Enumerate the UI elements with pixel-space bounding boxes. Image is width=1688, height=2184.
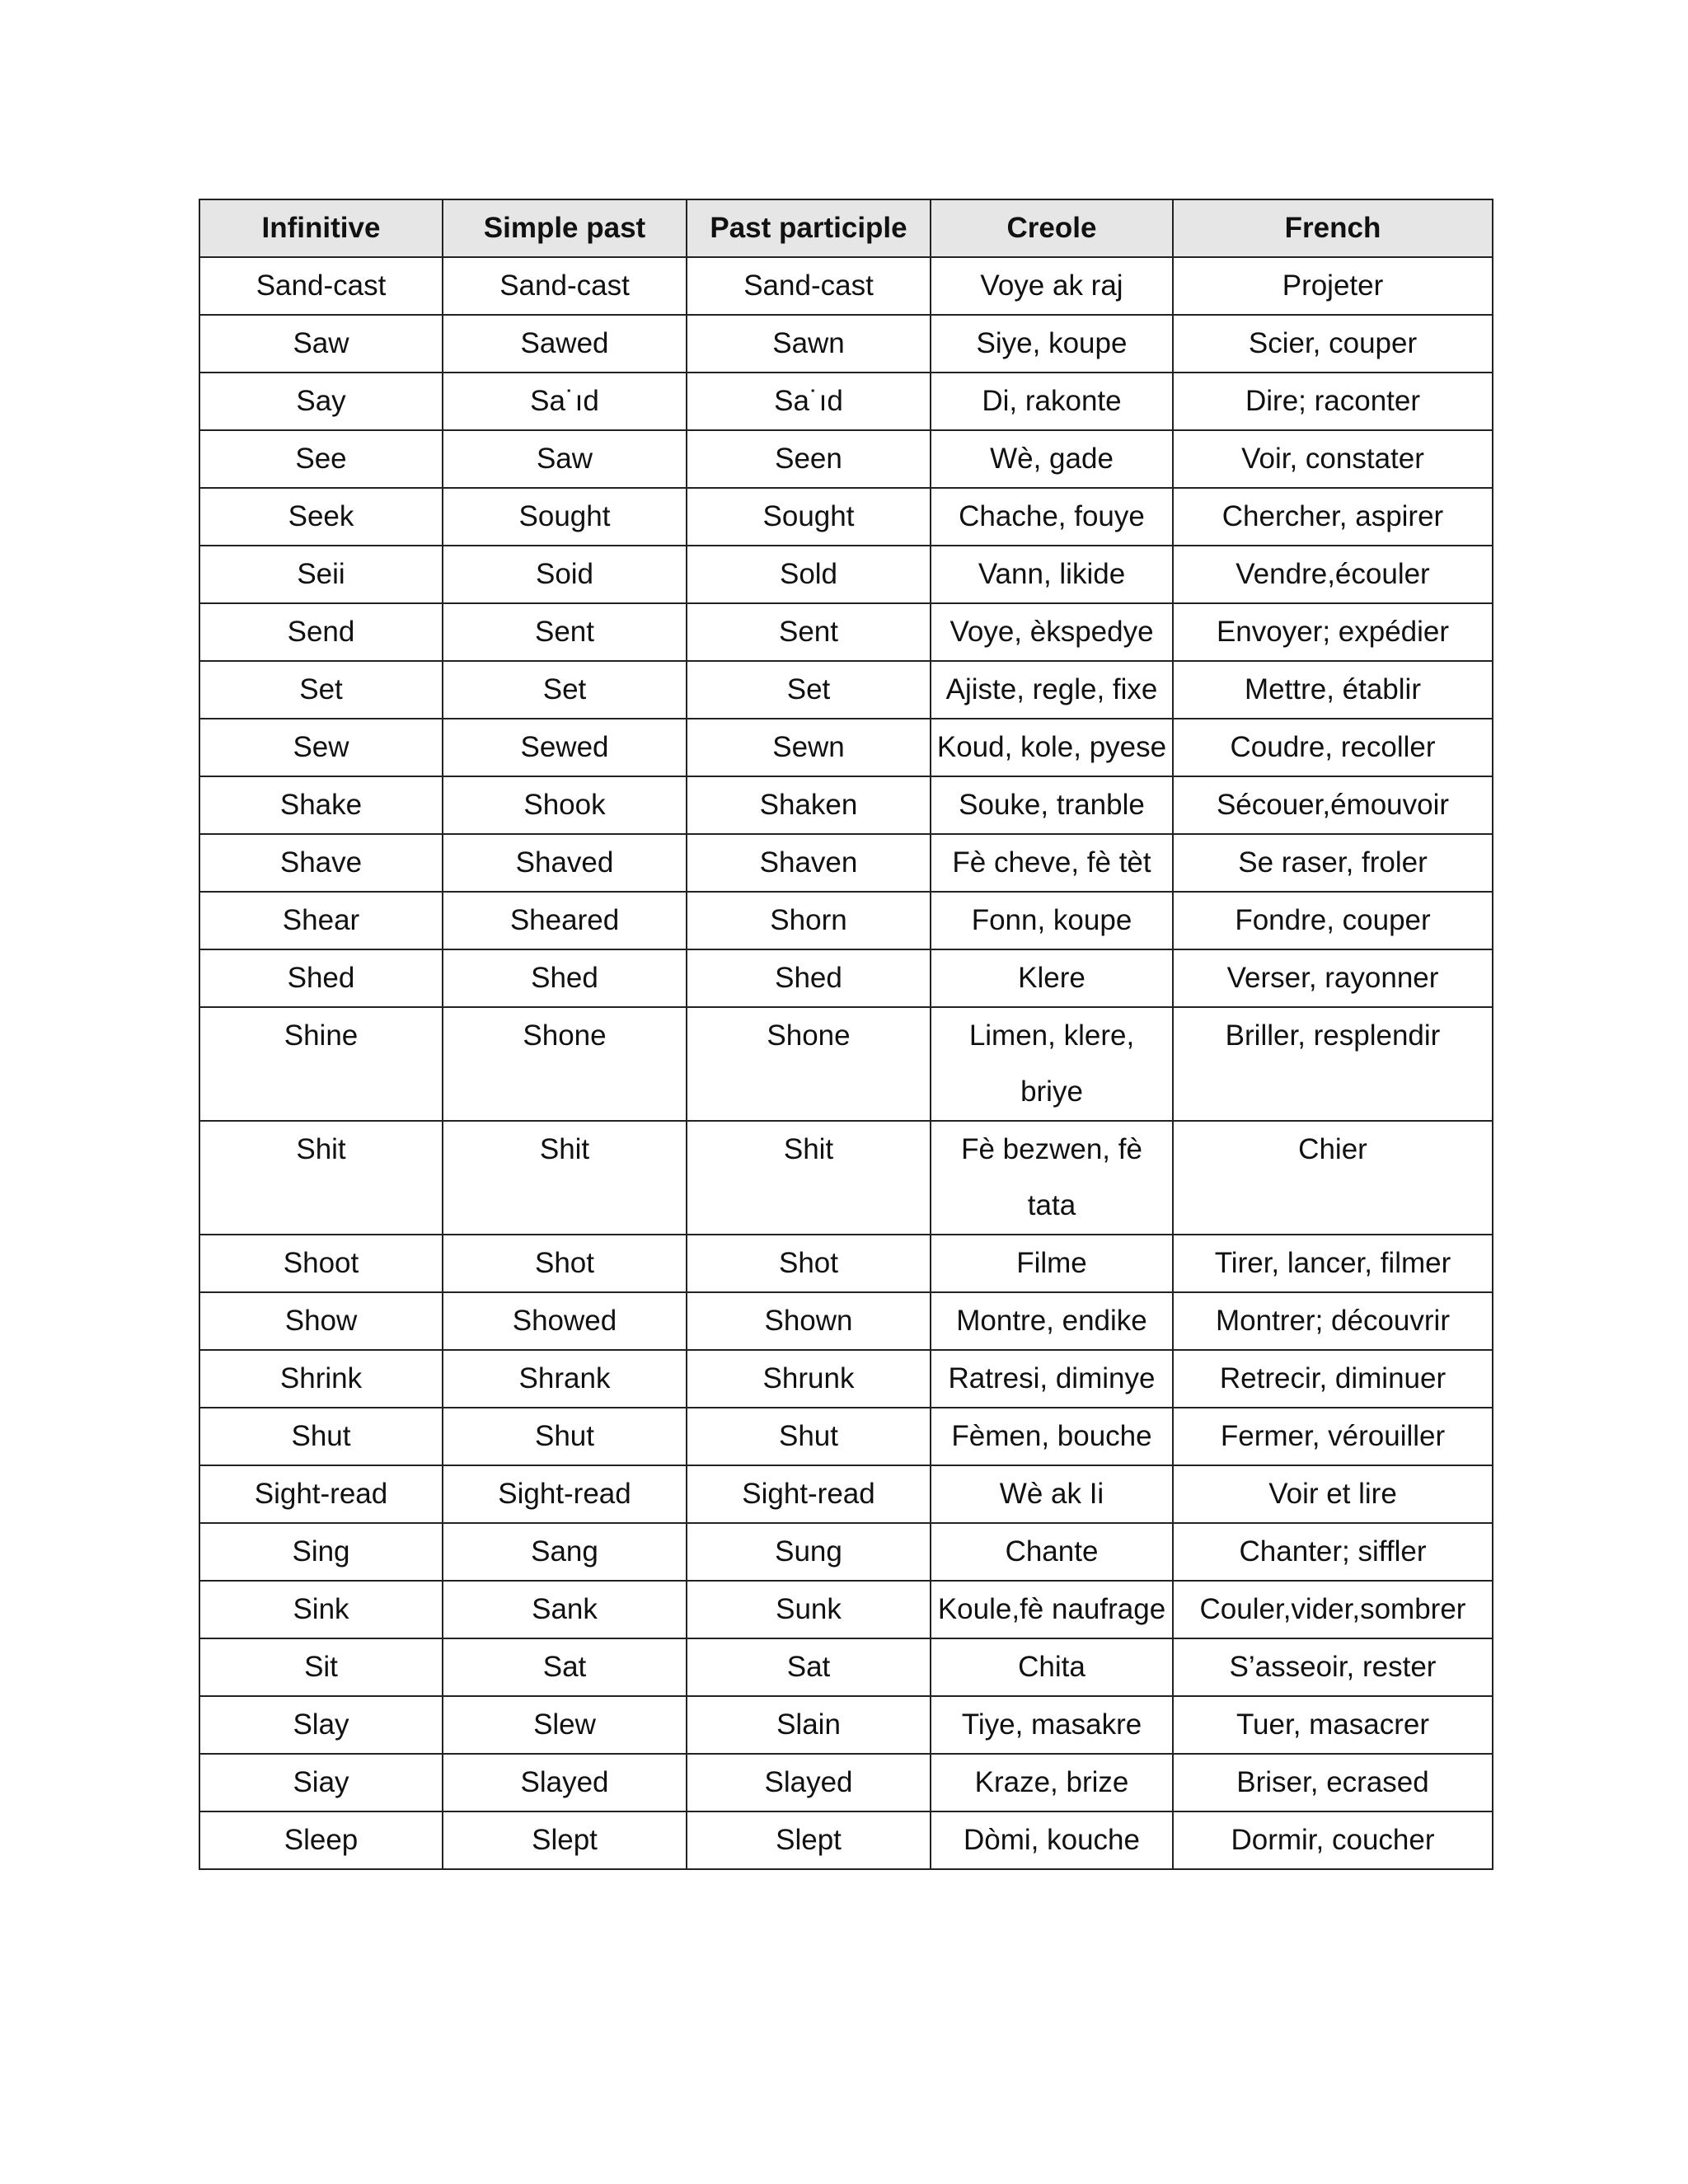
cell-french: Chier	[1173, 1121, 1493, 1235]
cell-simple-past: Saw	[443, 430, 687, 488]
cell-creole: Di, rakonte	[931, 373, 1173, 430]
cell-infinitive: Sand-cast	[199, 257, 443, 315]
table-body	[199, 257, 1493, 1869]
cell-simple-past: Sang	[443, 1523, 687, 1581]
table-row	[199, 373, 1493, 430]
irregular-verbs-table	[199, 199, 1493, 1870]
cell-simple-past: Sewed	[443, 719, 687, 776]
cell-simple-past: Sand-cast	[443, 257, 687, 315]
table-row	[199, 1638, 1493, 1696]
cell-past-participle: Sunk	[687, 1581, 931, 1638]
table-row	[199, 546, 1493, 603]
cell-creole: Dòmi, kouche	[931, 1811, 1173, 1869]
table-row	[199, 315, 1493, 373]
table-row	[199, 1235, 1493, 1292]
cell-french: Tirer, lancer, filmer	[1173, 1235, 1493, 1292]
cell-past-participle: Sight-read	[687, 1465, 931, 1523]
cell-infinitive: Shear	[199, 892, 443, 949]
cell-past-participle: Sa˙ıd	[687, 373, 931, 430]
cell-simple-past: Shot	[443, 1235, 687, 1292]
cell-infinitive: Sight-read	[199, 1465, 443, 1523]
cell-french: Coudre, recoller	[1173, 719, 1493, 776]
cell-simple-past: Slept	[443, 1811, 687, 1869]
cell-simple-past: Slayed	[443, 1754, 687, 1811]
cell-creole: Voye, èkspedye	[931, 603, 1173, 661]
table-row	[199, 776, 1493, 834]
table-row	[199, 1811, 1493, 1869]
header-past-participle: Past participle	[687, 199, 931, 257]
cell-past-participle: Shone	[687, 1007, 931, 1121]
cell-past-participle: Sought	[687, 488, 931, 546]
cell-infinitive: Shave	[199, 834, 443, 892]
cell-creole: Souke, tranble	[931, 776, 1173, 834]
header-simple-past: Simple past	[443, 199, 687, 257]
cell-past-participle: Shut	[687, 1408, 931, 1465]
cell-infinitive: Shoot	[199, 1235, 443, 1292]
cell-past-participle: Shrunk	[687, 1350, 931, 1408]
cell-french: S’asseoir, rester	[1173, 1638, 1493, 1696]
cell-creole: Chita	[931, 1638, 1173, 1696]
cell-past-participle: Shown	[687, 1292, 931, 1350]
cell-infinitive: Seii	[199, 546, 443, 603]
cell-simple-past: Sight-read	[443, 1465, 687, 1523]
cell-french: Verser, rayonner	[1173, 949, 1493, 1007]
cell-past-participle: Sewn	[687, 719, 931, 776]
cell-simple-past: Slew	[443, 1696, 687, 1754]
cell-past-participle: Sold	[687, 546, 931, 603]
cell-simple-past: Sought	[443, 488, 687, 546]
cell-french: Briser, ecrased	[1173, 1754, 1493, 1811]
cell-french: Montrer; découvrir	[1173, 1292, 1493, 1350]
cell-creole: Ratresi, diminye	[931, 1350, 1173, 1408]
table-row	[199, 1523, 1493, 1581]
cell-past-participle: Shit	[687, 1121, 931, 1235]
cell-creole: Wè, gade	[931, 430, 1173, 488]
cell-french: Couler,vider,sombrer	[1173, 1581, 1493, 1638]
cell-creole: Limen, klere, briye	[931, 1007, 1173, 1121]
cell-infinitive: Send	[199, 603, 443, 661]
cell-creole: Fè bezwen, fè tata	[931, 1121, 1173, 1235]
cell-french: Voir et lire	[1173, 1465, 1493, 1523]
cell-infinitive: Slay	[199, 1696, 443, 1754]
cell-infinitive: Show	[199, 1292, 443, 1350]
table-row	[199, 719, 1493, 776]
cell-creole: Fonn, koupe	[931, 892, 1173, 949]
cell-simple-past: Shed	[443, 949, 687, 1007]
cell-french: Fermer, vérouiller	[1173, 1408, 1493, 1465]
table-row	[199, 949, 1493, 1007]
cell-simple-past: Shut	[443, 1408, 687, 1465]
cell-french: Mettre, établir	[1173, 661, 1493, 719]
cell-infinitive: Sew	[199, 719, 443, 776]
cell-creole: Ajiste, regle, fixe	[931, 661, 1173, 719]
cell-creole: Fèmen, bouche	[931, 1408, 1173, 1465]
cell-infinitive: Seek	[199, 488, 443, 546]
cell-past-participle: Sent	[687, 603, 931, 661]
cell-french: Projeter	[1173, 257, 1493, 315]
table-row	[199, 1292, 1493, 1350]
table-row	[199, 892, 1493, 949]
cell-creole: Koule,fè naufrage	[931, 1581, 1173, 1638]
cell-french: Vendre,écouler	[1173, 546, 1493, 603]
cell-simple-past: Soid	[443, 546, 687, 603]
cell-simple-past: Sat	[443, 1638, 687, 1696]
table-row	[199, 1121, 1493, 1235]
cell-infinitive: Sleep	[199, 1811, 443, 1869]
cell-past-participle: Sung	[687, 1523, 931, 1581]
table-row	[199, 1350, 1493, 1408]
cell-infinitive: See	[199, 430, 443, 488]
cell-creole: Chante	[931, 1523, 1173, 1581]
cell-french: Dormir, coucher	[1173, 1811, 1493, 1869]
cell-infinitive: Set	[199, 661, 443, 719]
table-row	[199, 488, 1493, 546]
cell-past-participle: Sand-cast	[687, 257, 931, 315]
cell-past-participle: Sat	[687, 1638, 931, 1696]
cell-past-participle: Shot	[687, 1235, 931, 1292]
cell-past-participle: Slain	[687, 1696, 931, 1754]
cell-creole: Fè cheve, fè tèt	[931, 834, 1173, 892]
table-header	[199, 199, 1493, 257]
header-creole: Creole	[931, 199, 1173, 257]
table-row	[199, 1007, 1493, 1121]
cell-infinitive: Shut	[199, 1408, 443, 1465]
cell-past-participle: Shed	[687, 949, 931, 1007]
cell-french: Voir, constater	[1173, 430, 1493, 488]
cell-past-participle: Shorn	[687, 892, 931, 949]
cell-simple-past: Shone	[443, 1007, 687, 1121]
cell-french: Dire; raconter	[1173, 373, 1493, 430]
cell-creole: Koud, kole, pyese	[931, 719, 1173, 776]
cell-simple-past: Sent	[443, 603, 687, 661]
cell-french: Scier, couper	[1173, 315, 1493, 373]
cell-infinitive: Sink	[199, 1581, 443, 1638]
cell-french: Chanter; siffler	[1173, 1523, 1493, 1581]
cell-creole: Voye ak raj	[931, 257, 1173, 315]
cell-creole: Montre, endike	[931, 1292, 1173, 1350]
cell-infinitive: Saw	[199, 315, 443, 373]
cell-french: Fondre, couper	[1173, 892, 1493, 949]
cell-french: Chercher, aspirer	[1173, 488, 1493, 546]
cell-infinitive: Sing	[199, 1523, 443, 1581]
cell-simple-past: Sank	[443, 1581, 687, 1638]
cell-simple-past: Set	[443, 661, 687, 719]
table-row	[199, 1754, 1493, 1811]
cell-french: Envoyer; expédier	[1173, 603, 1493, 661]
cell-infinitive: Say	[199, 373, 443, 430]
cell-french: Briller, resplendir	[1173, 1007, 1493, 1121]
table-row	[199, 603, 1493, 661]
cell-past-participle: Seen	[687, 430, 931, 488]
table-row	[199, 661, 1493, 719]
cell-past-participle: Shaven	[687, 834, 931, 892]
cell-past-participle: Slept	[687, 1811, 931, 1869]
cell-creole: Siye, koupe	[931, 315, 1173, 373]
cell-infinitive: Shrink	[199, 1350, 443, 1408]
cell-creole: Chache, fouye	[931, 488, 1173, 546]
cell-simple-past: Shaved	[443, 834, 687, 892]
cell-past-participle: Sawn	[687, 315, 931, 373]
cell-creole: Klere	[931, 949, 1173, 1007]
table-row	[199, 1408, 1493, 1465]
table-row	[199, 1465, 1493, 1523]
cell-past-participle: Slayed	[687, 1754, 931, 1811]
cell-french: Retrecir, diminuer	[1173, 1350, 1493, 1408]
cell-simple-past: Sawed	[443, 315, 687, 373]
table-row	[199, 430, 1493, 488]
header-french: French	[1173, 199, 1493, 257]
table-row	[199, 834, 1493, 892]
table-row	[199, 1696, 1493, 1754]
cell-simple-past: Sa˙ıd	[443, 373, 687, 430]
cell-infinitive: Shit	[199, 1121, 443, 1235]
cell-infinitive: Shake	[199, 776, 443, 834]
cell-past-participle: Shaken	[687, 776, 931, 834]
cell-infinitive: Shine	[199, 1007, 443, 1121]
cell-french: Sécouer,émouvoir	[1173, 776, 1493, 834]
cell-creole: Filme	[931, 1235, 1173, 1292]
cell-infinitive: Shed	[199, 949, 443, 1007]
cell-creole: Vann, likide	[931, 546, 1173, 603]
table-row	[199, 257, 1493, 315]
cell-simple-past: Shrank	[443, 1350, 687, 1408]
cell-creole: Wè ak Ii	[931, 1465, 1173, 1523]
cell-simple-past: Sheared	[443, 892, 687, 949]
cell-infinitive: Sit	[199, 1638, 443, 1696]
cell-french: Tuer, masacrer	[1173, 1696, 1493, 1754]
cell-simple-past: Shook	[443, 776, 687, 834]
cell-past-participle: Set	[687, 661, 931, 719]
cell-creole: Kraze, brize	[931, 1754, 1173, 1811]
table-row	[199, 1581, 1493, 1638]
cell-creole: Tiye, masakre	[931, 1696, 1173, 1754]
header-row	[199, 199, 1493, 257]
cell-french: Se raser, froler	[1173, 834, 1493, 892]
header-infinitive: Infinitive	[199, 199, 443, 257]
cell-simple-past: Shit	[443, 1121, 687, 1235]
cell-infinitive: Siay	[199, 1754, 443, 1811]
cell-simple-past: Showed	[443, 1292, 687, 1350]
